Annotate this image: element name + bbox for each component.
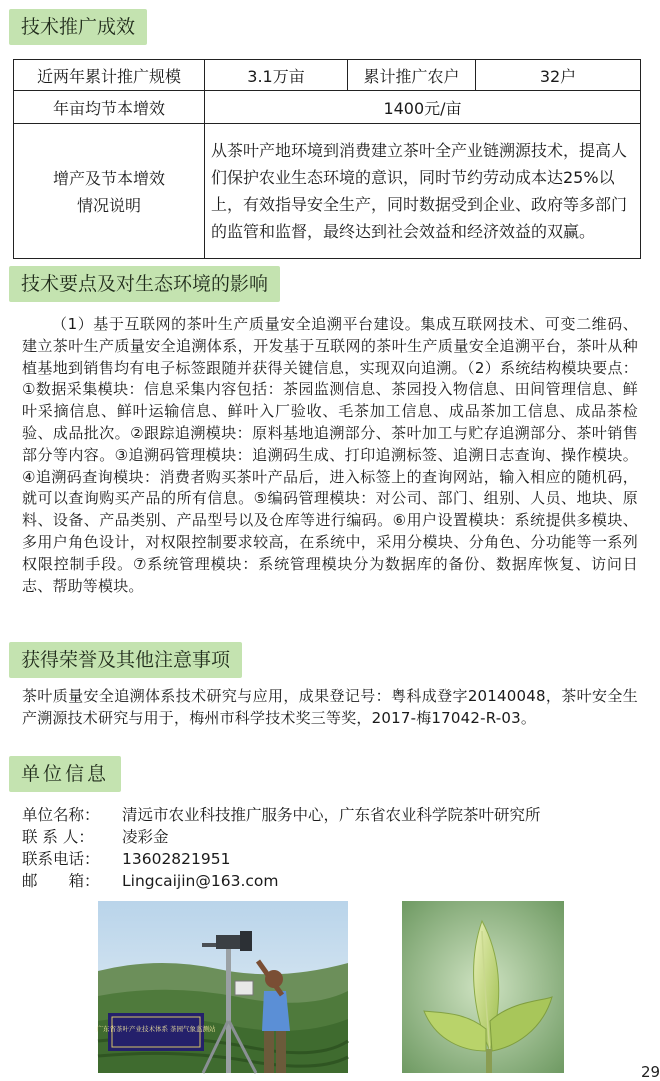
effect-table bbox=[13, 59, 641, 259]
unit-name-label: 单位名称： bbox=[22, 806, 100, 824]
phone-label: 联系电话： bbox=[22, 850, 100, 868]
contact-value: 凌彩金 bbox=[122, 828, 169, 846]
scale-label: 近两年累计推广规模 bbox=[14, 60, 205, 91]
contact-row bbox=[22, 826, 541, 848]
email-label: 邮 箱： bbox=[22, 872, 100, 890]
phone-value: 13602821951 bbox=[122, 850, 231, 868]
unit-name-value: 清远市农业科技推广服务中心，广东省农业科学院茶叶研究所 bbox=[122, 806, 541, 824]
section-title-keypoints: 技术要点及对生态环境的影响 bbox=[9, 266, 280, 302]
sign-text: 广东省茶叶产业技术体系 茶园气象监测站 bbox=[96, 1025, 216, 1033]
benefit-value: 1400元/亩 bbox=[205, 91, 641, 124]
benefit-label: 年亩均节本增效 bbox=[14, 91, 205, 124]
page-number: 29 bbox=[641, 1063, 660, 1081]
email-value: Lingcaijin@163.com bbox=[122, 872, 279, 890]
farmers-value: 32户 bbox=[476, 60, 641, 91]
description-label bbox=[14, 124, 205, 259]
section-title-honors: 获得荣誉及其他注意事项 bbox=[9, 642, 242, 678]
description-label-line2: 情况说明 bbox=[76, 196, 141, 215]
weather-station-illustration bbox=[98, 901, 348, 1073]
unit-name-row bbox=[22, 804, 541, 826]
honors-text: 茶叶质量安全追溯体系技术研究与应用，成果登记号：粤科成登字20140048，茶叶安全生产溯源技术研究与用于，梅州市科学技术奖三等奖，2017-梅17042-R-03。 bbox=[22, 687, 638, 727]
farmers-label: 累计推广农户 bbox=[348, 60, 476, 91]
section-title-effect: 技术推广成效 bbox=[9, 9, 147, 45]
description-label-line1: 增产及节本增效 bbox=[52, 169, 165, 188]
tea-bud-illustration bbox=[402, 901, 564, 1073]
contact-label: 联 系 人： bbox=[22, 828, 94, 846]
section-title-unit: 单位信息 bbox=[9, 756, 121, 792]
phone-row bbox=[22, 848, 541, 870]
email-row bbox=[22, 870, 541, 892]
unit-info bbox=[22, 804, 541, 892]
description-text: 从茶叶产地环境到消费建立茶叶全产业链溯源技术，提高人们保护农业生态环境的意识，同时节约劳动成本达25%以上，有效指导安全生产，同时数据受到企业、政府等多部门的监管和监督，最终达到社会效益和经济效益的双赢。 bbox=[205, 124, 641, 259]
tea-bud-photo bbox=[402, 901, 564, 1073]
weather-station-photo bbox=[98, 901, 348, 1073]
scale-value: 3.1万亩 bbox=[205, 60, 348, 91]
keypoints-text: （1）基于互联网的茶叶生产质量安全追溯平台建设。集成互联网技术、可变二维码、建立茶叶生产质量安全追溯体系，开发基于互联网的茶叶生产质量安全追溯平台，茶叶从种植基地到销售均有电子标签跟随并获得关键信息，实现双向追溯。（2）系统结构模块要点：①数据采集模块：信息采集内容包括：茶园监测信息、茶园投入物信息、田间管理信息、鲜叶采摘信息、鲜叶运输信息、鲜叶入厂验收、毛茶加工信息、成品茶加工信息、成品茶检验、成品批次。②跟踪追溯模块：原料基地追溯部分、茶叶加工与贮存追溯部分、茶叶销售部分等内容。③追溯码管理模块：追溯码生成、打印追溯标签、追溯日志查询、操作模块。④追溯码查询模块：消费者购买茶叶产品后，进入标签上的查询网站，输入相应的随机码，就可以查询购买产品的所有信息。⑤编码管理模块：对公司、部门、组别、人员、地块、原料、设备、产品类别、产品型号以及仓库等进行编码。⑥用户设置模块：系统提供多模块、多用户角色设计，对权限控制要求较高，在系统中，采用分模块、分角色、分功能等一系列权限控制手段。⑦系统管理模块：系统管理模块分为数据库的备份、数据库恢复、访问日志、帮助等模块。 bbox=[22, 315, 638, 595]
